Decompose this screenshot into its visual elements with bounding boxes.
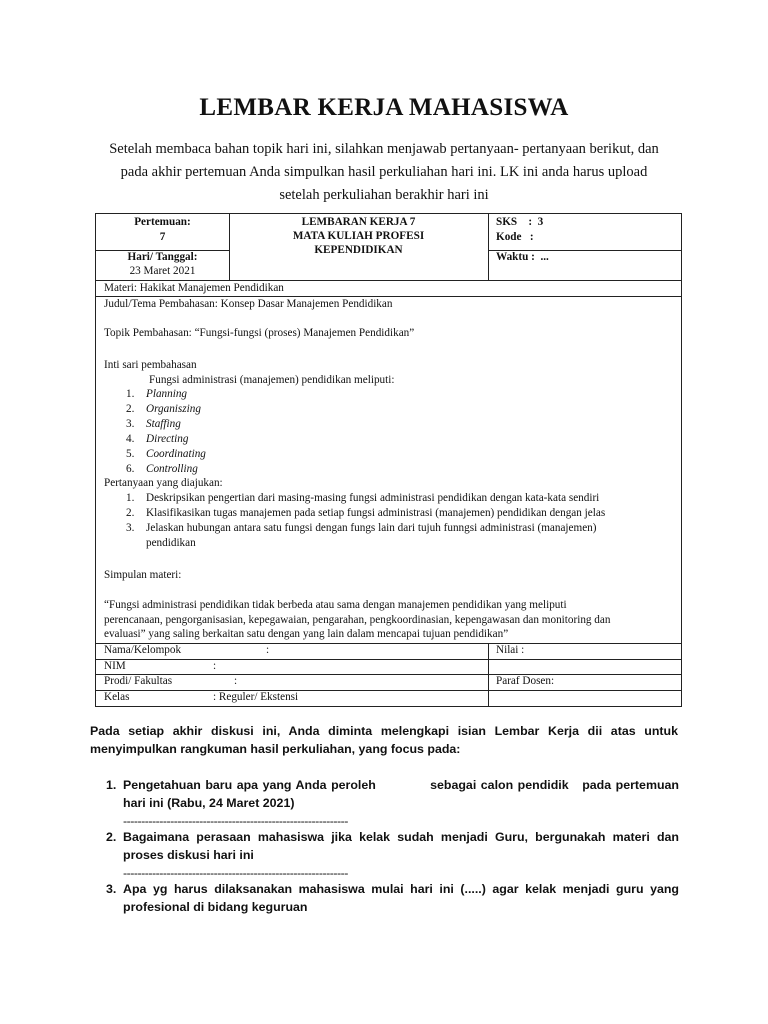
list-item: [126, 448, 206, 460]
paraf-label: Paraf Dosen:: [496, 675, 555, 687]
worksheet-table: [95, 213, 682, 707]
pertemuan-label: Pertemuan:: [134, 216, 191, 228]
question-text: Deskripsikan pengertian dari masing-masing fungsi administrasi pendidikan dengan kata-kata sendiri: [146, 492, 600, 504]
kode-field: Kode :: [496, 231, 534, 243]
item-number: 1.: [126, 492, 135, 504]
item-number: 3.: [106, 882, 117, 896]
list-item: [126, 388, 187, 400]
list-item: [126, 433, 188, 445]
item-number: 2.: [126, 403, 135, 415]
simpulan-text: perencanaan, pengorganisasian, kepegawaian, pengarahan, pengkoordinasian, kepengawasan dan monitoring dan: [104, 614, 611, 626]
judul: Judul/Tema Pembahasan: Konsep Dasar Manajemen Pendidikan: [104, 298, 393, 310]
list-item: [126, 403, 201, 415]
item-number: 3.: [126, 522, 135, 534]
item-number: 2.: [126, 507, 135, 519]
divider: [488, 214, 489, 280]
simpulan-text: “Fungsi administrasi pendidikan tidak berbeda atau sama dengan manajemen pendidikan yang meliputi: [104, 599, 567, 611]
hari-label: Hari/ Tanggal:: [127, 251, 198, 263]
kelas-label: Kelas: [104, 691, 130, 703]
kelas-value: : Reguler/ Ekstensi: [213, 691, 299, 703]
nama-label: Nama/Kelompok: [104, 644, 182, 656]
course-name: MATA KULIAH PROFESI: [292, 230, 425, 242]
answer-dashes: --------------------------------------------------------------: [123, 866, 348, 880]
nim-colon: :: [213, 660, 217, 672]
divider: [488, 643, 489, 707]
footer-item-text: Pengetahuan baru apa yang Anda peroleh sebagai calon pendidik pada pertemuan hari ini (Rabu, 24 Maret 2021): [123, 778, 683, 810]
inti-label: Inti sari pembahasan: [104, 359, 197, 371]
list-item: [126, 537, 196, 549]
inti-sub: Fungsi administrasi (manajemen) pendidikan meliputi:: [149, 374, 395, 386]
answer-dashes: --------------------------------------------------------------: [123, 814, 348, 828]
waktu-field: Waktu : ...: [496, 251, 549, 263]
nama-colon: :: [266, 644, 270, 656]
materi: Materi: Hakikat Manajemen Pendidikan: [104, 282, 284, 294]
intro-paragraph: [90, 138, 678, 207]
function-name: Directing: [146, 433, 189, 445]
pertanyaan-label: Pertanyaan yang diajukan:: [104, 477, 223, 489]
function-name: Coordinating: [146, 448, 206, 460]
sks-field: SKS : 3: [496, 216, 544, 228]
item-number: 6.: [126, 463, 135, 475]
list-item: [126, 463, 198, 475]
nilai-label: Nilai :: [496, 644, 525, 656]
footer-item-text: Bagaimana perasaan mahasiswa jika kelak sudah menjadi Guru, bergunakah materi dan proses diskusi hari ini: [123, 830, 683, 862]
footer-item-1: [106, 776, 683, 830]
simpulan-label: Simpulan materi:: [104, 569, 182, 581]
footer-intro: [90, 722, 682, 758]
hari-value: 23 Maret 2021: [129, 265, 196, 277]
list-item: [126, 507, 605, 519]
list-item: [126, 492, 599, 504]
question-text: Klasifikasikan tugas manajemen pada setiap fungsi administrasi (manajemen) pendidikan dengan jelas: [146, 507, 606, 519]
course-name: KEPENDIDIKAN: [314, 244, 403, 256]
question-text: pendidikan: [146, 537, 196, 549]
divider: [96, 659, 681, 660]
page-title: LEMBAR KERJA MAHASISWA: [199, 94, 569, 121]
divider: [96, 280, 681, 281]
item-number: 5.: [126, 448, 135, 460]
intro-line: Setelah membaca bahan topik hari ini, silahkan menjawab pertanyaan- pertanyaan berikut, dan: [109, 141, 659, 157]
topik: Topik Pembahasan: “Fungsi-fungsi (proses) Manajemen Pendidikan”: [104, 327, 415, 339]
simpulan-text: evaluasi” yang saling berkaitan satu dengan yang lain dalam mencapai tujuan pendidikan”: [104, 628, 509, 640]
item-number: 1.: [126, 388, 135, 400]
footer-item-text: Apa yg harus dilaksanakan mahasiswa mulai hari ini (.....) agar kelak menjadi guru yang profesional di bidang keguruan: [123, 882, 683, 914]
lembar-title: LEMBARAN KERJA 7: [301, 216, 416, 228]
pertemuan-value: 7: [159, 231, 166, 243]
function-name: Staffing: [146, 418, 181, 430]
divider: [96, 643, 681, 644]
prodi-label: Prodi/ Fakultas: [104, 675, 173, 687]
footer-item-2: [106, 828, 683, 882]
function-name: Organiszing: [146, 403, 201, 415]
question-text: Jelaskan hubungan antara satu fungsi dengan fungs lain dari tujuh funngsi administrasi (manajemen): [146, 522, 597, 534]
footer-item-3: [106, 880, 683, 916]
item-number: 4.: [126, 433, 135, 445]
divider: [96, 690, 681, 691]
intro-line: setelah perkuliahan berakhir hari ini: [279, 187, 489, 203]
divider: [96, 296, 681, 297]
item-number: 3.: [126, 418, 135, 430]
nim-label: NIM: [104, 660, 126, 672]
divider: [96, 674, 681, 675]
intro-line: pada akhir pertemuan Anda simpulkan hasil perkuliahan hari ini. LK ini anda harus upload: [120, 164, 648, 180]
list-item: [126, 522, 597, 534]
item-number: 2.: [106, 830, 117, 844]
list-item: [126, 418, 181, 430]
item-number: 1.: [106, 778, 117, 792]
function-name: Controlling: [146, 463, 198, 475]
footer-intro-text: Pada setiap akhir diskusi ini, Anda diminta melengkapi isian Lembar Kerja dii atas untuk menyimpulkan rangkuman hasil perkuliahan, yang focus pada:: [90, 724, 682, 756]
function-name: Planning: [146, 388, 188, 400]
prodi-colon: :: [234, 675, 238, 687]
